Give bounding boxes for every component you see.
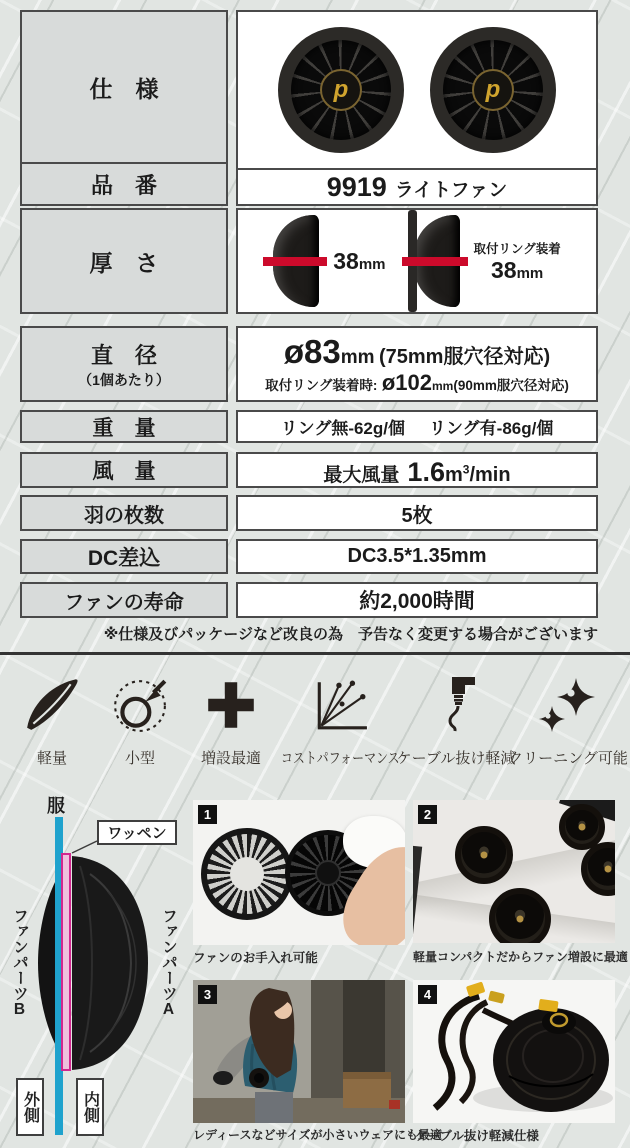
photo-scene	[413, 980, 615, 1123]
fan-logo: p	[320, 69, 362, 111]
weight-no-ring: リング無-62g/個	[280, 419, 405, 438]
cloth-label: 服	[47, 796, 65, 816]
thickness-ring-number: 38	[490, 256, 517, 283]
photo-ladies-wear	[193, 980, 405, 1123]
patch-strip	[61, 853, 71, 1071]
feature-lightweight	[20, 670, 84, 768]
diameter-ring-unit: mm	[431, 378, 454, 393]
compact-icon	[111, 670, 169, 734]
photo-number-badge: 2	[418, 805, 437, 824]
product-fans-image	[238, 12, 596, 170]
feature-label: 小型	[124, 750, 155, 767]
diameter-ring-note: (90mm服穴径対応)	[453, 377, 569, 393]
thickness-measure-bar	[402, 257, 468, 266]
diameter-main-unit: mm	[340, 346, 375, 368]
photo-number-badge: 3	[198, 985, 217, 1004]
fan	[455, 826, 513, 884]
fan-frame-center	[230, 857, 264, 891]
airflow-unit: $m^3/\min$	[444, 462, 511, 486]
photo-caption: ファンのお手入れ可能	[193, 951, 318, 965]
feature-cleanable	[510, 670, 626, 768]
airflow-value-cell	[236, 452, 598, 488]
feature-label: クリーニング可能	[508, 750, 628, 767]
thickness-ring-unit: mm	[516, 264, 544, 282]
diameter-label-cell	[20, 326, 228, 402]
diameter-sublabel: （1個あたり）	[78, 371, 170, 388]
blade-count-value: 5枚	[236, 495, 598, 531]
fan-frame-part	[201, 828, 293, 920]
fan-cross-section-image	[30, 852, 155, 1074]
cable-plug-icon	[430, 670, 482, 734]
plus-icon	[202, 670, 260, 734]
feature-cost-performance	[280, 670, 400, 768]
fan	[489, 888, 551, 943]
diameter-ring-value: ø102	[381, 369, 432, 395]
feature-label: コストパフォーマンス	[280, 750, 400, 767]
fan-side-view-ring-image	[414, 215, 460, 307]
photo-number-badge: 4	[418, 985, 437, 1004]
thickness-value	[333, 248, 385, 275]
photo-scene	[193, 980, 405, 1123]
diameter-main-line	[283, 332, 551, 370]
photo-number-badge: 1	[198, 805, 217, 824]
patch-label-box: ワッペン	[97, 820, 177, 845]
dc-plug-value: DC3.5*1.35mm	[236, 539, 598, 574]
fan-front-photo	[430, 27, 556, 153]
patch-leader-line	[70, 840, 98, 854]
inside-label-box	[76, 1078, 104, 1136]
airflow-prefix: 最大風量	[323, 465, 400, 486]
feature-label: 軽量	[36, 750, 67, 767]
feature-compact	[108, 670, 172, 768]
dc-plug-label: DC差込	[20, 539, 228, 574]
lifespan-value: 約2,000時間	[236, 582, 598, 618]
photo-multiple-fans	[413, 800, 615, 943]
photo-caption: ケーブル抜け軽減仕様	[415, 1129, 539, 1143]
fan-part-a-label: ファンパーツA	[160, 908, 177, 1018]
thickness-label: 厚 さ	[20, 208, 228, 314]
ring-mounted-note: 取付リング装着	[473, 241, 561, 256]
diameter-main-note: (75mm服穴径対応)	[378, 345, 551, 368]
fan-hub	[315, 860, 341, 886]
outside-label-box	[16, 1078, 44, 1136]
blade-count-label: 羽の枚数	[20, 495, 228, 531]
weight-label: 重 量	[20, 410, 228, 443]
diameter-label: 直 径	[90, 342, 157, 368]
fan-logo: p	[472, 69, 514, 111]
lifespan-label: ファンの寿命	[20, 582, 228, 618]
diameter-ring-prefix: 取付リング装着時:	[265, 377, 378, 393]
photo-fan-maintenance	[193, 800, 405, 945]
product-name: ライトファン	[394, 180, 508, 201]
part-number-label: 品 番	[90, 172, 157, 198]
fan-part-b-label: ファンパーツB	[11, 908, 28, 1018]
feature-expansion	[186, 670, 276, 768]
photo-caption: 軽量コンパクトだからファン増設に最適	[413, 950, 628, 964]
inside-label: 内側	[81, 1091, 99, 1123]
feather-icon	[21, 670, 83, 734]
thickness-number: 38	[333, 247, 359, 274]
thickness-value-cell	[236, 208, 598, 314]
diameter-ring-line	[265, 369, 569, 395]
photo-caption: レディースなどサイズが小さいウェアにも最適	[193, 1128, 443, 1142]
thickness-ring-value	[474, 239, 561, 284]
airflow-label: 風 量	[20, 452, 228, 488]
spec-header-label-cell	[20, 10, 228, 206]
weight-with-ring: リング有-86g/個	[429, 419, 554, 438]
feature-label: ケーブル抜け軽減	[396, 750, 516, 767]
sparkle-icon	[538, 670, 598, 734]
photo-cable-fan	[413, 980, 615, 1123]
diameter-value-cell	[236, 326, 598, 402]
cost-performance-graph-icon	[311, 670, 369, 734]
fan-side-view-image	[273, 215, 319, 307]
part-number-value	[238, 170, 596, 202]
spec-header-value-cell	[236, 10, 598, 206]
weight-value-cell	[236, 410, 598, 443]
section-divider	[0, 652, 630, 655]
airflow-value: 1.6	[407, 457, 445, 487]
thickness-unit: mm	[358, 255, 386, 273]
thickness-measure-bar	[263, 257, 327, 266]
product-number: 9919	[326, 172, 387, 202]
outside-label: 外側	[21, 1091, 39, 1123]
diameter-main: ø83	[283, 332, 341, 370]
spec-disclaimer-note: ※仕様及びパッケージなど改良の為 予告なく変更する場合がございます	[103, 626, 598, 643]
fan-front-photo	[278, 27, 404, 153]
feature-label: 増設最適	[200, 750, 261, 767]
spec-label: 仕 様	[22, 12, 226, 164]
feature-cable	[396, 670, 516, 768]
